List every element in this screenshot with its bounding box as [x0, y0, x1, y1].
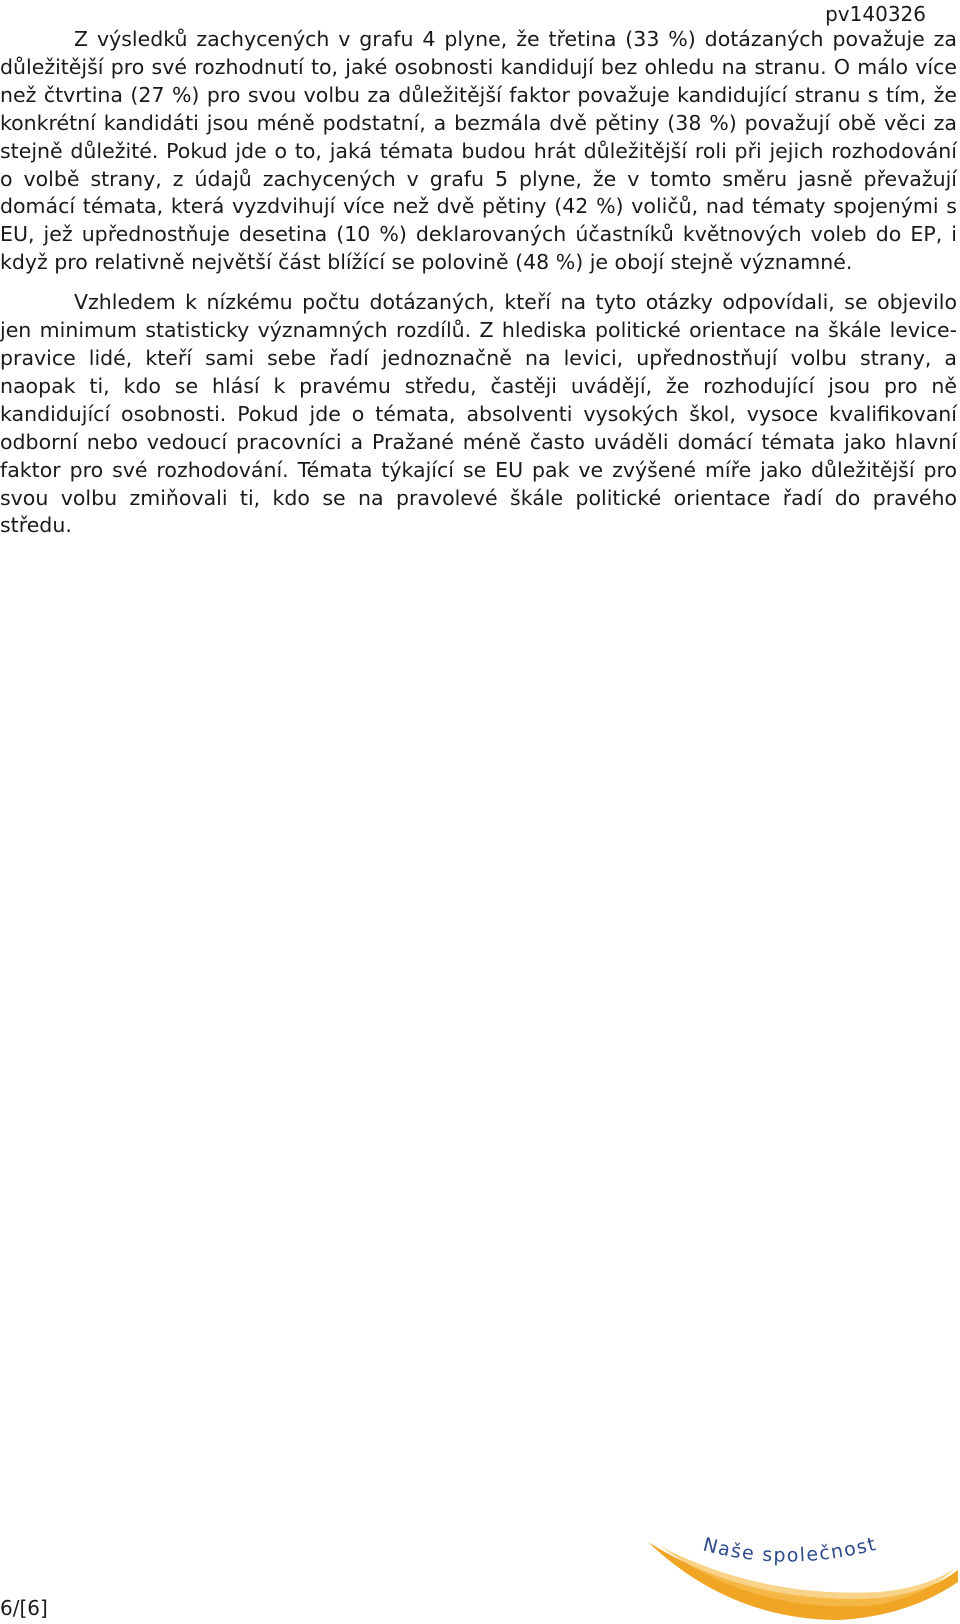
document-body — [0, 26, 957, 540]
nase-spolecnost-logo — [640, 1524, 960, 1624]
paragraph-results-summary: Z výsledků zachycených v grafu 4 plyne, že třetina (33 %) dotázaných považuje za důležitější pro své rozhodnutí to, jaké osobnosti kandidují bez ohledu na stranu. O málo více než čtvrtina (27 %) pro svou volbu za důležitější faktor považuje kandidující stranu s tím, že konkrétní kandidáti jsou méně podstatní, a bezmála dvě pětiny (38 %) považují obě věci za stejně důležité. Pokud jde o to, jaká témata budou hrát důležitější roli při jejich rozhodování o volbě strany, z údajů zachycených v grafu 5 plyne, že v tomto směru jasně převažují domácí témata, která vyzdvihují více než dvě pětiny (42 %) voličů, nad tématy spojenými s EU, jež upřednostňuje desetina (10 %) deklarovaných účastníků květnových voleb do EP, i když pro relativně největší část blížící se polovině (48 %) je obojí stejně významné. — [0, 27, 957, 275]
paragraph-statistical-differences: Vzhledem k nízkému počtu dotázaných, kteří na tyto otázky odpovídali, se objevilo jen minimum statisticky významných rozdílů. Z hlediska politické orientace na škále levice-pravice lidé, kteří sami sebe řadí jednoznačně na levici, upřednostňují volbu strany, a naopak ti, kdo se hlásí k pravému středu, častěji uvádějí, že rozhodující jsou pro ně kandidující osobnosti. Pokud jde o témata, absolventi vysokých škol, vysoce kvalifikovaní odborní nebo vedoucí pracovníci a Pražané méně často uváděli domácí témata jako hlavní faktor pro své rozhodování. Témata týkající se EU pak ve zvýšené míře jako důležitější pro svou volbu zmiňovali ti, kdo se na pravolevé škále politické orientace řadí do pravého středu. — [0, 290, 957, 538]
document-id: pv140326 — [825, 2, 926, 26]
logo-wordmark: Naše společnost — [700, 1532, 880, 1567]
page-number: 6/[6] — [0, 1596, 48, 1620]
